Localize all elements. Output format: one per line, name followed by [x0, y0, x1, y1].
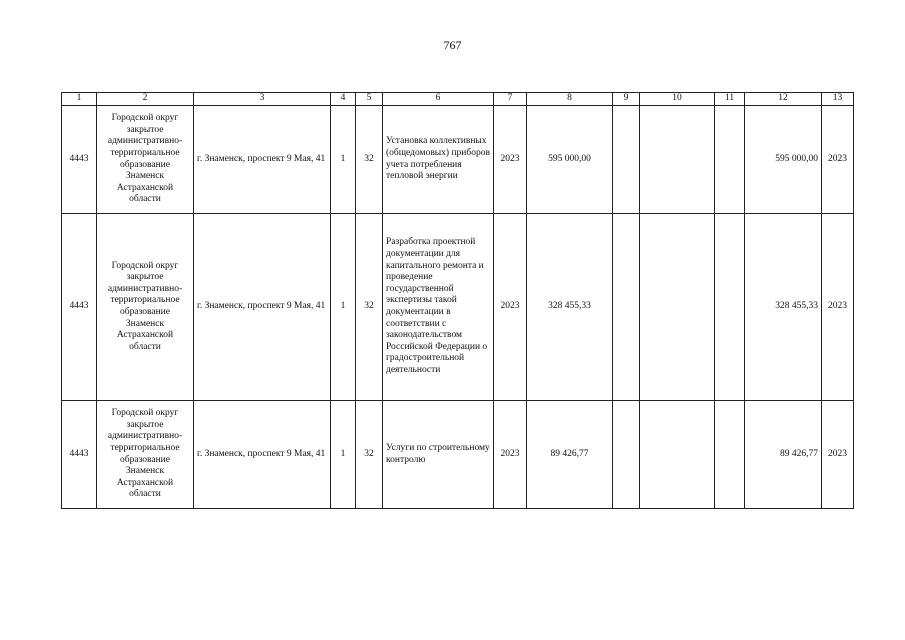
col5-cell: 32	[356, 401, 383, 509]
col4-cell: 1	[331, 401, 356, 509]
amount-cell: 89 426,77	[527, 401, 613, 509]
col10-cell	[640, 401, 715, 509]
col9-cell	[613, 106, 640, 214]
page-number: 767	[443, 38, 462, 52]
amount-cell: 595 000,00	[527, 106, 613, 214]
year-end-cell: 2023	[822, 214, 854, 401]
amount-total-cell: 328 455,33	[745, 214, 822, 401]
amount-total-cell: 595 000,00	[745, 106, 822, 214]
column-header: 12	[745, 93, 822, 106]
row-id-cell: 4443	[62, 106, 97, 214]
col5-cell: 32	[356, 106, 383, 214]
work-type-cell: Услуги по строительному контролю	[383, 401, 494, 509]
col11-cell	[715, 214, 745, 401]
column-header: 4	[331, 93, 356, 106]
work-type-cell: Разработка проектной документации для капитального ремонта и проведение государственной экспертизы такой документации в соответствии с законодательством Российской Федерации о градостроительной деятельности	[383, 214, 494, 401]
municipality-cell: Городской округ закрытое административно-территориальное образование Знаменск Астраханской области	[97, 214, 194, 401]
column-header: 6	[383, 93, 494, 106]
column-header: 8	[527, 93, 613, 106]
amount-cell: 328 455,33	[527, 214, 613, 401]
year-cell: 2023	[494, 401, 527, 509]
work-type-cell: Установка коллективных (общедомовых) приборов учета потребления тепловой энергии	[383, 106, 494, 214]
col11-cell	[715, 401, 745, 509]
column-header: 10	[640, 93, 715, 106]
col5-cell: 32	[356, 214, 383, 401]
column-header: 2	[97, 93, 194, 106]
year-cell: 2023	[494, 106, 527, 214]
column-header: 11	[715, 93, 745, 106]
year-cell: 2023	[494, 214, 527, 401]
column-header: 13	[822, 93, 854, 106]
table-row	[62, 214, 854, 401]
capital-repair-table	[61, 92, 854, 509]
column-header: 1	[62, 93, 97, 106]
column-header: 5	[356, 93, 383, 106]
row-id-cell: 4443	[62, 401, 97, 509]
col11-cell	[715, 106, 745, 214]
table-row	[62, 106, 854, 214]
row-id-cell: 4443	[62, 214, 97, 401]
column-header: 3	[194, 93, 331, 106]
amount-total-cell: 89 426,77	[745, 401, 822, 509]
col10-cell	[640, 214, 715, 401]
col9-cell	[613, 401, 640, 509]
column-header-row	[62, 93, 854, 106]
year-end-cell: 2023	[822, 106, 854, 214]
column-header: 7	[494, 93, 527, 106]
address-cell: г. Знаменск, проспект 9 Мая, 41	[194, 401, 331, 509]
col9-cell	[613, 214, 640, 401]
year-end-cell: 2023	[822, 401, 854, 509]
col4-cell: 1	[331, 214, 356, 401]
col4-cell: 1	[331, 106, 356, 214]
table-row	[62, 401, 854, 509]
address-cell: г. Знаменск, проспект 9 Мая, 41	[194, 106, 331, 214]
municipality-cell: Городской округ закрытое административно-территориальное образование Знаменск Астраханской области	[97, 106, 194, 214]
address-cell: г. Знаменск, проспект 9 Мая, 41	[194, 214, 331, 401]
col10-cell	[640, 106, 715, 214]
municipality-cell: Городской округ закрытое административно-территориальное образование Знаменск Астраханской области	[97, 401, 194, 509]
column-header: 9	[613, 93, 640, 106]
